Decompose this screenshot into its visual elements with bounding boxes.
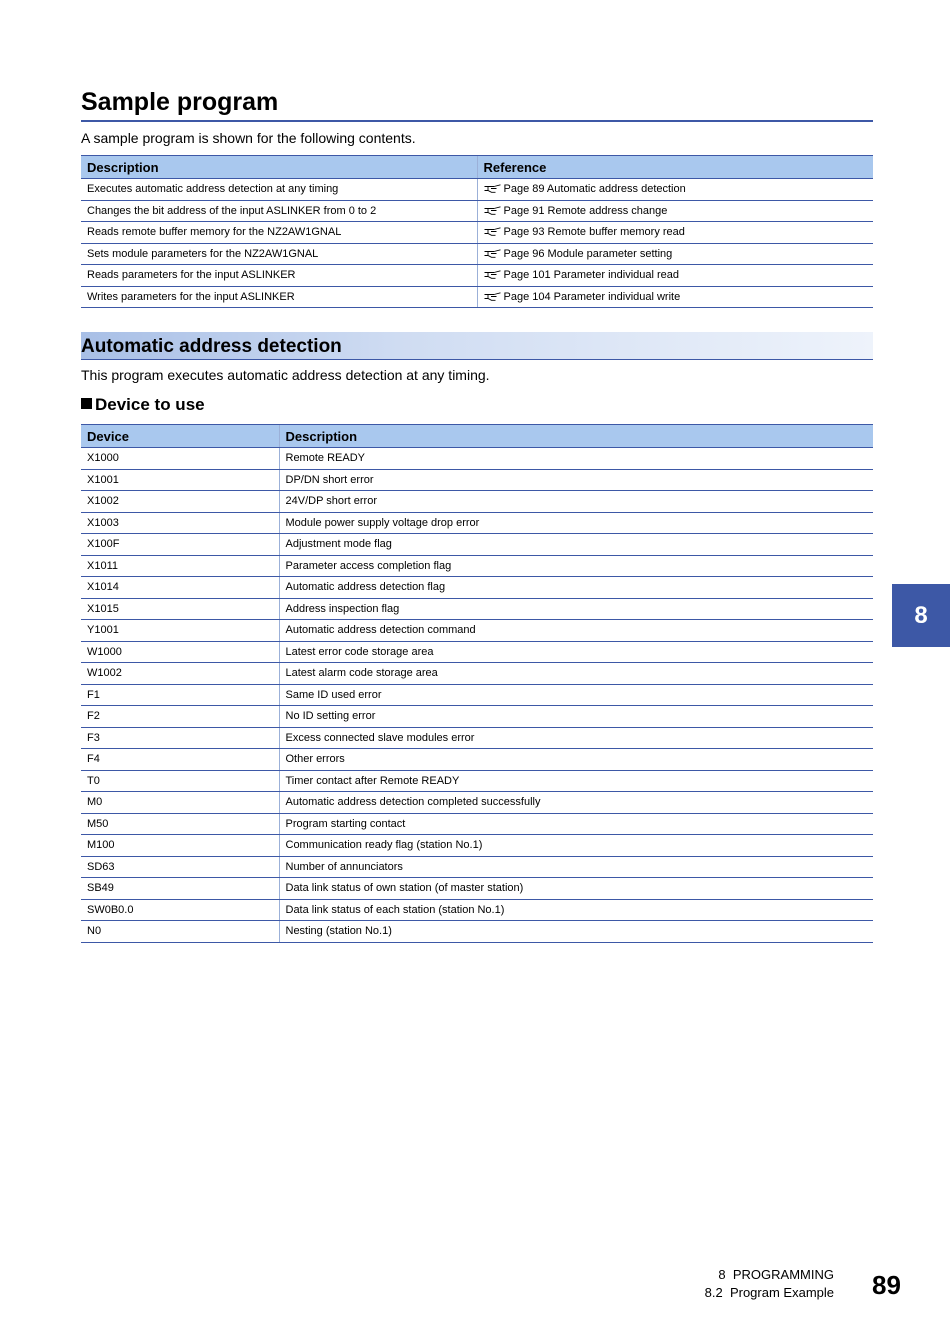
table-row: [81, 835, 873, 857]
table-row: [81, 243, 873, 265]
description-cell: Same ID used error: [279, 684, 873, 706]
reference-cell[interactable]: [477, 200, 873, 222]
description-cell: Writes parameters for the input ASLINKER: [81, 286, 477, 308]
device-cell: M50: [81, 813, 279, 835]
description-cell: Adjustment mode flag: [279, 534, 873, 556]
table-row: [81, 179, 873, 201]
table-row: [81, 856, 873, 878]
description-cell: DP/DN short error: [279, 469, 873, 491]
table-row: [81, 491, 873, 513]
description-cell: Automatic address detection command: [279, 620, 873, 642]
device-cell: X100F: [81, 534, 279, 556]
footer-section: 8.2 Program Example: [704, 1285, 834, 1300]
device-cell: N0: [81, 921, 279, 943]
sample-program-table: [81, 155, 873, 308]
footer-chapter: 8 PROGRAMMING: [718, 1267, 834, 1282]
table-row: [81, 469, 873, 491]
description-cell: Nesting (station No.1): [279, 921, 873, 943]
description-cell: Executes automatic address detection at any timing: [81, 179, 477, 201]
hand-pointing-icon: [484, 249, 501, 258]
table-row: [81, 727, 873, 749]
table-row: [81, 706, 873, 728]
description-cell: Automatic address detection flag: [279, 577, 873, 599]
table-row: [81, 448, 873, 470]
chapter-tab: 8: [892, 584, 950, 647]
table-row: [81, 620, 873, 642]
description-cell: Sets module parameters for the NZ2AW1GNAL: [81, 243, 477, 265]
table-row: [81, 899, 873, 921]
reference-link[interactable]: Page 104 Parameter individual write: [503, 290, 681, 303]
device-cell: X1014: [81, 577, 279, 599]
column-header-description: Description: [279, 425, 873, 448]
description-cell: Program starting contact: [279, 813, 873, 835]
table-row: [81, 598, 873, 620]
section-title: Automatic address detection: [81, 336, 342, 357]
table-row: [81, 878, 873, 900]
table-row: [81, 813, 873, 835]
reference-cell[interactable]: [477, 286, 873, 308]
table-row: [81, 792, 873, 814]
description-cell: Reads remote buffer memory for the NZ2AW1GNAL: [81, 222, 477, 244]
table-row: [81, 200, 873, 222]
device-cell: X1015: [81, 598, 279, 620]
hand-pointing-icon: [484, 292, 501, 301]
column-header-reference: Reference: [477, 156, 873, 179]
device-cell: F4: [81, 749, 279, 771]
subsection-title: [81, 395, 205, 415]
table-row: [81, 534, 873, 556]
device-cell: X1003: [81, 512, 279, 534]
device-cell: M100: [81, 835, 279, 857]
description-cell: Timer contact after Remote READY: [279, 770, 873, 792]
description-cell: Data link status of own station (of master station): [279, 878, 873, 900]
reference-cell[interactable]: [477, 243, 873, 265]
sample-program-intro: A sample program is shown for the following contents.: [81, 130, 416, 146]
table-header-row: [81, 156, 873, 179]
table-header-row: [81, 425, 873, 448]
device-cell: X1000: [81, 448, 279, 470]
description-cell: Parameter access completion flag: [279, 555, 873, 577]
description-cell: Other errors: [279, 749, 873, 771]
reference-cell[interactable]: [477, 222, 873, 244]
description-cell: 24V/DP short error: [279, 491, 873, 513]
column-header-description: Description: [81, 156, 477, 179]
description-cell: Automatic address detection completed successfully: [279, 792, 873, 814]
subsection-title-text: Device to use: [95, 395, 205, 414]
description-cell: Latest error code storage area: [279, 641, 873, 663]
description-cell: Data link status of each station (station No.1): [279, 899, 873, 921]
table-row: [81, 265, 873, 287]
description-cell: No ID setting error: [279, 706, 873, 728]
device-cell: X1011: [81, 555, 279, 577]
hand-pointing-icon: [484, 270, 501, 279]
table-row: [81, 286, 873, 308]
device-cell: T0: [81, 770, 279, 792]
table-row: [81, 555, 873, 577]
reference-cell[interactable]: [477, 179, 873, 201]
reference-link[interactable]: Page 101 Parameter individual read: [503, 269, 680, 282]
hand-pointing-icon: [484, 227, 501, 236]
table-row: [81, 512, 873, 534]
table-row: [81, 663, 873, 685]
device-cell: SW0B0.0: [81, 899, 279, 921]
description-cell: Address inspection flag: [279, 598, 873, 620]
device-cell: W1000: [81, 641, 279, 663]
description-cell: Changes the bit address of the input ASLINKER from 0 to 2: [81, 200, 477, 222]
reference-cell[interactable]: [477, 265, 873, 287]
page-number: 89: [872, 1270, 901, 1300]
table-row: [81, 222, 873, 244]
section-header-bar: [81, 332, 873, 360]
description-cell: Module power supply voltage drop error: [279, 512, 873, 534]
device-table: [81, 424, 873, 943]
reference-link[interactable]: Page 93 Remote buffer memory read: [503, 226, 685, 239]
table-row: [81, 921, 873, 943]
device-cell: SD63: [81, 856, 279, 878]
reference-link[interactable]: Page 91 Remote address change: [503, 204, 668, 217]
device-cell: F2: [81, 706, 279, 728]
device-cell: W1002: [81, 663, 279, 685]
table-row: [81, 577, 873, 599]
table-row: [81, 749, 873, 771]
table-row: [81, 641, 873, 663]
description-cell: Excess connected slave modules error: [279, 727, 873, 749]
device-cell: M0: [81, 792, 279, 814]
device-cell: X1002: [81, 491, 279, 513]
table-row: [81, 684, 873, 706]
page-title: Sample program: [81, 84, 873, 122]
column-header-device: Device: [81, 425, 279, 448]
description-cell: Reads parameters for the input ASLINKER: [81, 265, 477, 287]
hand-pointing-icon: [484, 206, 501, 215]
device-cell: F1: [81, 684, 279, 706]
device-cell: F3: [81, 727, 279, 749]
description-cell: Number of annunciators: [279, 856, 873, 878]
reference-link[interactable]: Page 96 Module parameter setting: [503, 247, 673, 260]
description-cell: Remote READY: [279, 448, 873, 470]
device-cell: Y1001: [81, 620, 279, 642]
device-cell: X1001: [81, 469, 279, 491]
hand-pointing-icon: [484, 184, 501, 193]
table-row: [81, 770, 873, 792]
reference-link[interactable]: Page 89 Automatic address detection: [503, 183, 686, 196]
description-cell: Latest alarm code storage area: [279, 663, 873, 685]
square-bullet-icon: [81, 398, 92, 409]
description-cell: Communication ready flag (station No.1): [279, 835, 873, 857]
section-intro: This program executes automatic address detection at any timing.: [81, 367, 490, 383]
device-cell: SB49: [81, 878, 279, 900]
